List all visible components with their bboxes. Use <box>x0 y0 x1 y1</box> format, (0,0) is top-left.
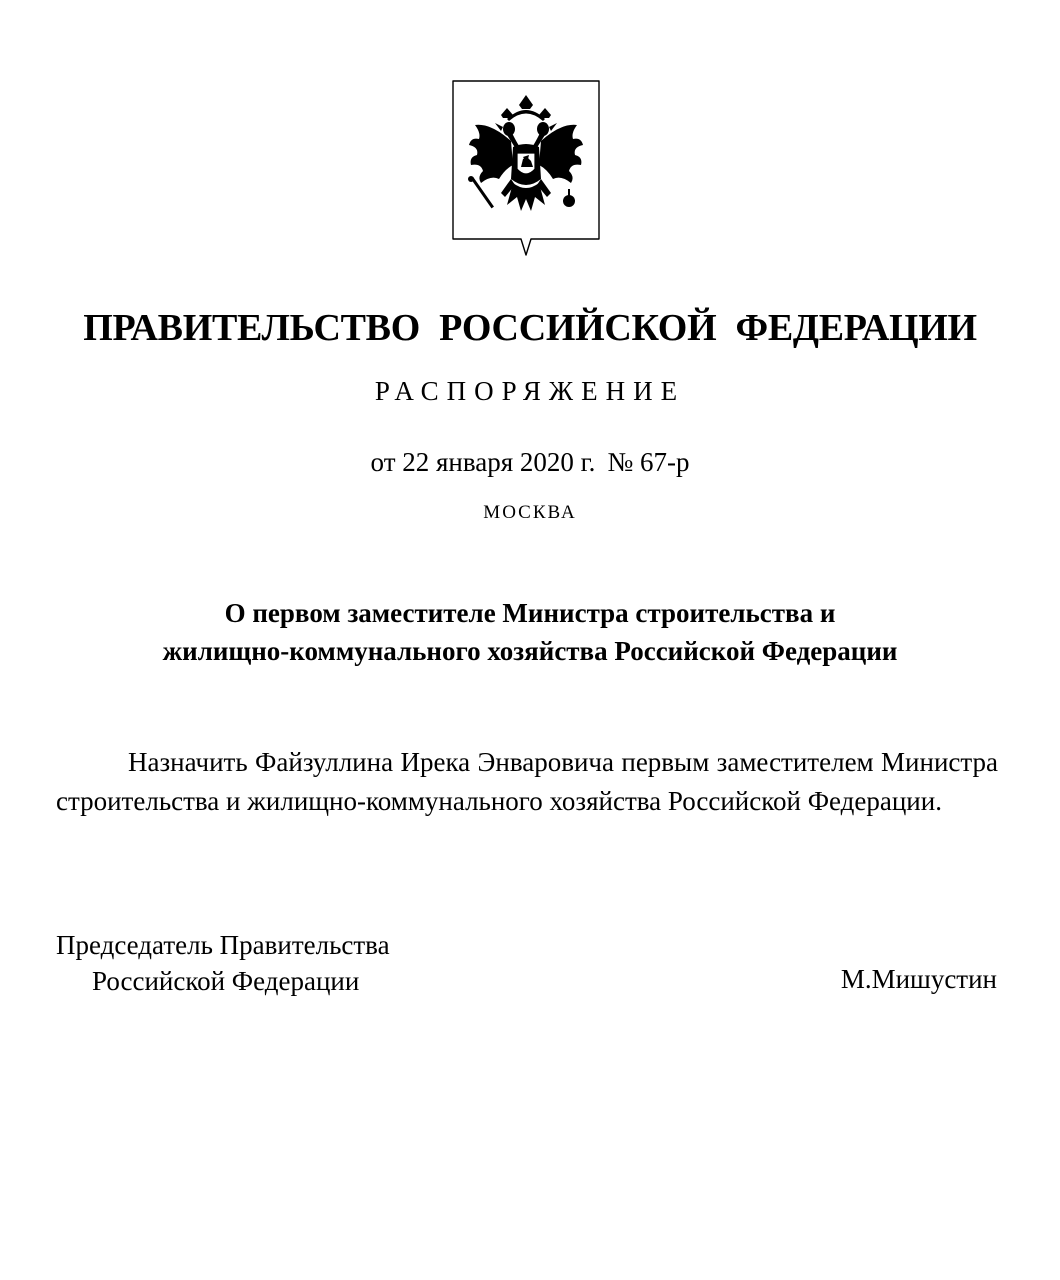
document-type: РАСПОРЯЖЕНИЕ <box>374 376 686 406</box>
subject-line-2: жилищно-коммунального хозяйства Российской Федерации <box>162 636 898 666</box>
document-body-paragraph: Назначить Файзуллина Ирека Энваровича первым заместителем Министра строительства и жилищно-коммунального хозяйства Российской Федерации. <box>56 747 998 816</box>
signatory-position-line-1: Председатель Правительства <box>56 930 390 960</box>
signatory-name: М.Мишустин <box>840 964 997 994</box>
document-number: № 67-р <box>607 447 690 477</box>
russian-coat-of-arms-icon <box>451 79 601 257</box>
signatory-position-line-2: Российской Федерации <box>92 966 360 996</box>
document-subject <box>0 594 1060 670</box>
document-city: МОСКВА <box>483 502 577 523</box>
government-title: ПРАВИТЕЛЬСТВО РОССИЙСКОЙ ФЕДЕРАЦИИ <box>83 307 977 349</box>
document-date: от 22 января 2020 г. <box>370 447 596 477</box>
signatory-position <box>56 927 390 999</box>
coat-of-arms-emblem <box>451 79 601 257</box>
document-date-number <box>0 444 1060 480</box>
subject-line-1: О первом заместителе Министра строительства и <box>224 598 836 628</box>
